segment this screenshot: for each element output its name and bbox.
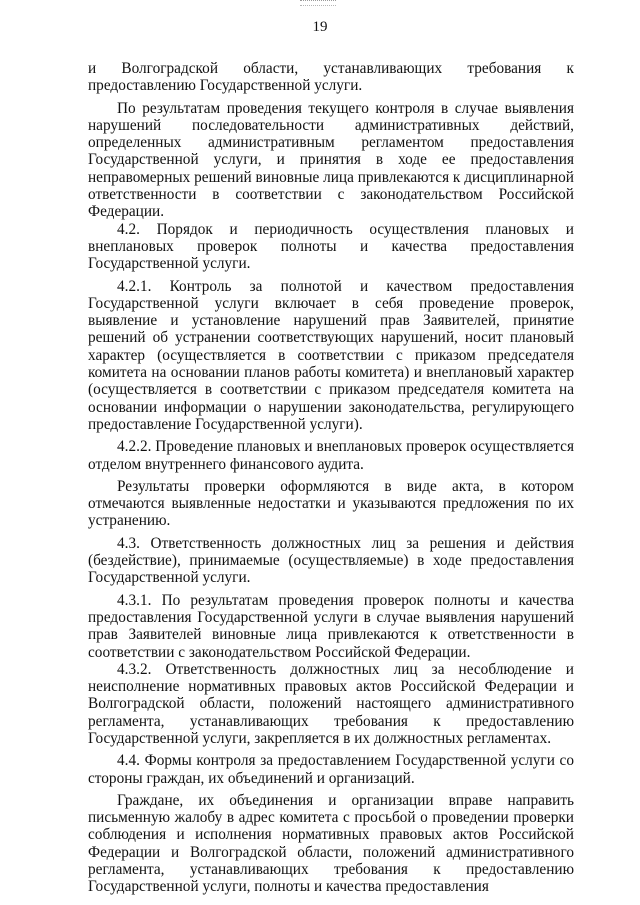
paragraph: 4.2.1. Контроль за полнотой и качеством предоставления Государственной услуги включает в себя проведение проверок, выявление и установление нарушений прав Заявителей, принятие решений об устранении соответствующих нарушений, носит плановый характер (осуществляется в соответствии с приказом председателя комитета на основании планов работы комитета) и внеплановый характер (осуществляется в соответствии с приказом председателя комитета на основании информации о нарушении законодательства, регулирующего предоставление Государственной услуги). [88,277,574,433]
paragraph: 4.3.2. Ответственность должностных лиц за несоблюдение и неисполнение нормативных правовых актов Российской Федерации и Волгоградской области, положений настоящего административного регламента, устанавливающих требования к предоставлению Государственной услуги, закрепляется в их должностных регламентах. [88,660,574,747]
paragraph: По результатам проведения текущего контроля в случае выявления нарушений последовательности административных действий, определенных административным регламентом предоставления Государственной услуги, и принятия в ходе ее предоставления неправомерных решений виновные лица привлекаются к дисциплинарной ответственности в соответствии с законодательством Российской Федерации. [88,99,574,221]
page-number: 19 [312,19,328,35]
paragraph: 4.2. Порядок и периодичность осуществления плановых и внеплановых проверок полноты и качества предоставления Государственной услуги. [88,220,574,273]
paragraph: Граждане, их объединения и организации вправе направить письменную жалобу в адрес комитета с просьбой о проведении проверки соблюдения и исполнения нормативных правовых актов Российской Федерации и Волгоградской области, положений административного регламента, устанавливающих требования к предоставлению Государственной услуги, полноты и качества предоставления [88,791,574,896]
paragraph: Результаты проверки оформляются в виде акта, в котором отмечаются выявленные недостатки и указываются предложения по их устранению. [88,477,574,530]
body-text [88,60,574,896]
paragraph: 4.4. Формы контроля за предоставлением Государственной услуги со стороны граждан, их объединений и организаций. [88,752,574,787]
paragraph: 4.3.1. По результатам проведения проверок полноты и качества предоставления Государственной услуги в случае выявления нарушений прав Заявителей виновные лица привлекаются к ответственности в соответствии с законодательством Российской Федерации. [88,591,574,661]
paragraph: 4.3. Ответственность должностных лиц за решения и действия (бездействие), принимаемые (осуществляемые) в ходе предоставления Государственной услуги. [88,534,574,587]
scan-mark [300,0,336,6]
paragraph: 4.2.2. Проведение плановых и внеплановых проверок осуществляется отделом внутреннего финансового аудита. [88,438,574,473]
paragraph: и Волгоградской области, устанавливающих требования к предоставлению Государственной услуги. [88,60,574,95]
